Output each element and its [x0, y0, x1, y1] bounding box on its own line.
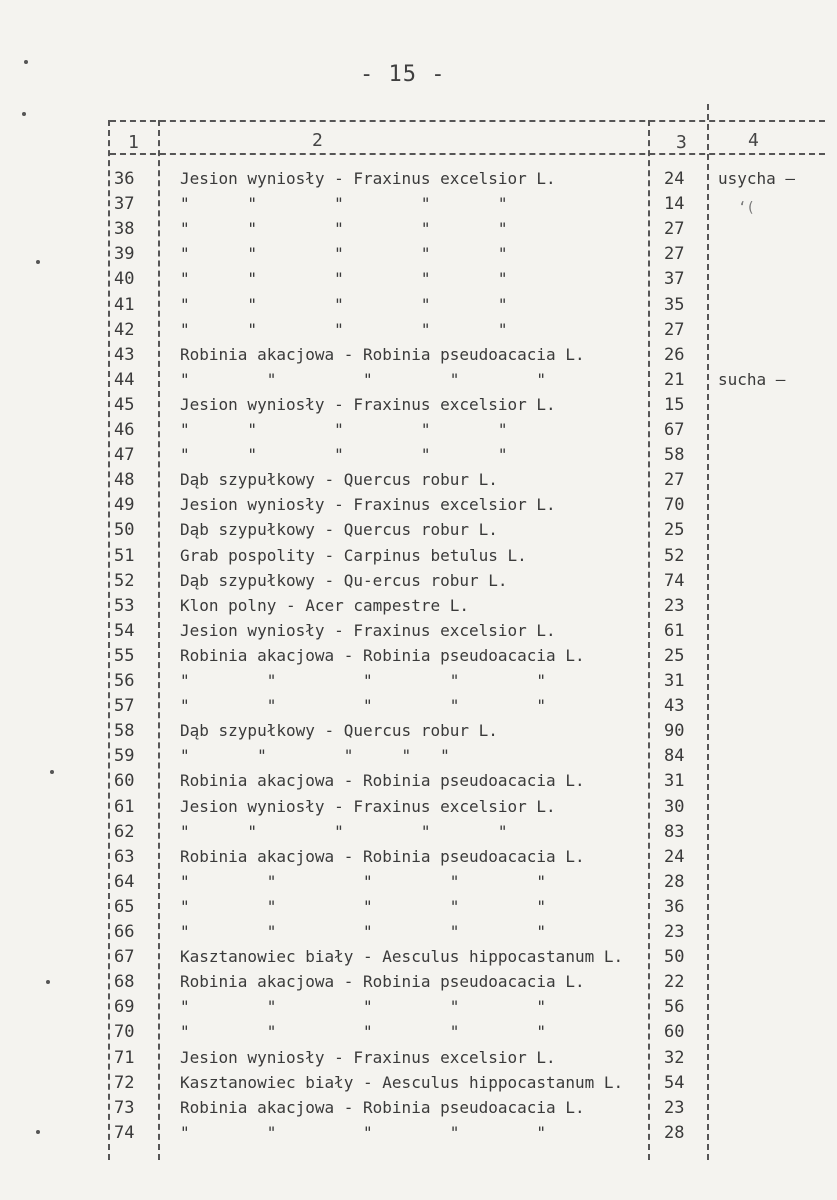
row-number: 51	[114, 545, 135, 566]
row-number: 65	[114, 896, 135, 917]
table-row	[0, 668, 837, 694]
species-name: " " " " "	[180, 1022, 547, 1042]
species-name: Dąb szypułkowy - Quercus robur L.	[180, 721, 498, 741]
row-number: 55	[114, 645, 135, 666]
trunk-value: 56	[664, 997, 685, 1018]
species-name: " " " " "	[180, 269, 508, 289]
table-row	[0, 643, 837, 669]
table-row	[0, 543, 837, 569]
table-row	[0, 618, 837, 644]
row-number: 52	[114, 570, 135, 591]
table-row	[0, 944, 837, 970]
table-row	[0, 819, 837, 845]
table-row	[0, 1070, 837, 1096]
species-name: " " " " "	[180, 219, 508, 239]
species-name: " " " " "	[180, 997, 547, 1017]
column-header-3: 3	[676, 132, 687, 153]
page-number: - 15 -	[360, 62, 446, 87]
trunk-value: 23	[664, 595, 685, 616]
species-name: " " " " "	[180, 896, 547, 916]
species-name: Grab pospolity - Carpinus betulus L.	[180, 545, 527, 565]
trunk-value: 32	[664, 1047, 685, 1068]
species-name: " " " " "	[180, 294, 508, 314]
row-number: 50	[114, 520, 135, 541]
trunk-value: 74	[664, 570, 685, 591]
trunk-value: 27	[664, 319, 685, 340]
species-name: Robinia akacjowa - Robinia pseudoacacia L.	[180, 846, 585, 866]
row-number: 38	[114, 219, 135, 240]
trunk-value: 67	[664, 420, 685, 440]
table-row	[0, 1045, 837, 1071]
row-number: 42	[114, 319, 135, 340]
row-number: 45	[114, 394, 135, 415]
column-header-2: 2	[312, 130, 323, 151]
condition-note: usycha —	[718, 169, 796, 188]
species-name: Robinia akacjowa - Robinia pseudoacacia L.	[180, 771, 585, 791]
species-name: Jesion wyniosły - Fraxinus excelsior L.	[180, 796, 556, 816]
species-name: Jesion wyniosły - Fraxinus excelsior L.	[180, 620, 556, 640]
species-name: Dąb szypułkowy - Quercus robur L.	[180, 520, 498, 540]
row-number: 53	[114, 595, 135, 616]
table-row	[0, 743, 837, 769]
trunk-value: 84	[664, 746, 685, 767]
row-number: 37	[114, 194, 135, 215]
row-number: 62	[114, 821, 135, 842]
species-name: " " " " "	[180, 671, 547, 690]
trunk-value: 24	[664, 846, 685, 867]
row-number: 41	[114, 294, 135, 315]
species-name: Jesion wyniosły - Fraxinus excelsior L.	[180, 169, 556, 188]
trunk-value: 60	[664, 1022, 685, 1043]
row-number: 57	[114, 696, 135, 717]
table-row	[0, 216, 837, 242]
row-number: 39	[114, 244, 135, 265]
row-number: 71	[114, 1047, 135, 1068]
table-row	[0, 994, 837, 1020]
table-row	[0, 969, 837, 995]
trunk-value: 31	[664, 771, 685, 792]
row-number: 48	[114, 470, 135, 491]
trunk-value: 70	[664, 495, 685, 516]
row-number: 44	[114, 369, 135, 390]
row-number: 60	[114, 771, 135, 792]
table-row	[0, 919, 837, 945]
species-name: " " " " "	[180, 194, 508, 214]
column-header-1: 1	[128, 132, 139, 153]
species-name: Dąb szypułkowy - Qu-ercus robur L.	[180, 570, 508, 590]
species-name: Jesion wyniosły - Fraxinus excelsior L.	[180, 1047, 556, 1067]
row-number: 69	[114, 997, 135, 1018]
species-name: " " " " "	[180, 420, 508, 439]
trunk-value: 83	[664, 821, 685, 842]
table-row	[0, 568, 837, 594]
row-number: 47	[114, 445, 135, 466]
table-row	[0, 166, 837, 192]
trunk-value: 35	[664, 294, 685, 315]
row-number: 36	[114, 169, 135, 189]
row-number: 58	[114, 721, 135, 742]
trunk-value: 50	[664, 947, 685, 968]
trunk-value: 90	[664, 721, 685, 742]
table-row	[0, 266, 837, 292]
row-number: 63	[114, 846, 135, 867]
table-row	[0, 693, 837, 719]
row-number: 67	[114, 947, 135, 968]
species-name: Robinia akacjowa - Robinia pseudoacacia L.	[180, 972, 585, 992]
table-row	[0, 1095, 837, 1121]
table-row	[0, 1120, 837, 1146]
species-name: Robinia akacjowa - Robinia pseudoacacia L.	[180, 645, 585, 665]
trunk-value: 30	[664, 796, 685, 817]
table-row	[0, 292, 837, 318]
row-number: 72	[114, 1072, 135, 1093]
row-number: 64	[114, 871, 135, 892]
pencil-mark: ‘(	[738, 200, 755, 216]
table-row	[0, 869, 837, 895]
row-number: 56	[114, 671, 135, 691]
row-number: 54	[114, 620, 135, 641]
table-row	[0, 442, 837, 468]
row-number: 43	[114, 344, 135, 365]
table-row	[0, 894, 837, 920]
table-row	[0, 191, 837, 217]
species-name: Kasztanowiec biały - Aesculus hippocastanum L.	[180, 947, 624, 967]
row-number: 49	[114, 495, 135, 516]
trunk-value: 22	[664, 972, 685, 993]
trunk-value: 58	[664, 445, 685, 466]
row-number: 68	[114, 972, 135, 993]
row-number: 61	[114, 796, 135, 817]
trunk-value: 26	[664, 344, 685, 365]
margin-dot	[24, 60, 28, 64]
table-row	[0, 593, 837, 619]
row-number: 74	[114, 1122, 135, 1143]
column-header-4: 4	[748, 130, 759, 151]
trunk-value: 36	[664, 896, 685, 917]
species-name: Jesion wyniosły - Fraxinus excelsior L.	[180, 394, 556, 414]
table-row	[0, 342, 837, 368]
trunk-value: 25	[664, 645, 685, 666]
trunk-value: 23	[664, 922, 685, 942]
trunk-value: 24	[664, 169, 685, 189]
table-row	[0, 844, 837, 870]
trunk-value: 15	[664, 394, 685, 415]
row-number: 40	[114, 269, 135, 290]
table-row	[0, 417, 837, 443]
table-row	[0, 492, 837, 518]
species-name: Robinia akacjowa - Robinia pseudoacacia L.	[180, 344, 585, 364]
trunk-value: 52	[664, 545, 685, 566]
table-row	[0, 718, 837, 744]
table-row	[0, 794, 837, 820]
trunk-value: 14	[664, 194, 685, 215]
table-row	[0, 1019, 837, 1045]
table-top-rule	[110, 120, 825, 122]
species-name: Jesion wyniosły - Fraxinus excelsior L.	[180, 495, 556, 515]
trunk-value: 27	[664, 244, 685, 265]
table-row	[0, 467, 837, 493]
row-number: 59	[114, 746, 135, 767]
trunk-value: 31	[664, 671, 685, 691]
trunk-value: 21	[664, 369, 685, 390]
species-name: " " " " "	[180, 445, 508, 465]
species-name: " " " " "	[180, 696, 547, 716]
species-name: " " " " "	[180, 821, 508, 841]
table-row	[0, 517, 837, 543]
row-number: 73	[114, 1097, 135, 1118]
species-name: " " " " "	[180, 1122, 547, 1142]
trunk-value: 27	[664, 470, 685, 491]
table-row	[0, 768, 837, 794]
species-name: " " " " "	[180, 319, 508, 339]
trunk-value: 61	[664, 620, 685, 641]
table-row	[0, 367, 837, 393]
species-name: Klon polny - Acer campestre L.	[180, 595, 469, 615]
species-name: " " " " "	[180, 746, 450, 766]
species-name: " " " " "	[180, 871, 547, 891]
trunk-value: 23	[664, 1097, 685, 1118]
species-name: Robinia akacjowa - Robinia pseudoacacia L.	[180, 1097, 585, 1117]
species-name: " " " " "	[180, 244, 508, 264]
row-number: 46	[114, 420, 135, 440]
table-row	[0, 317, 837, 343]
trunk-value: 27	[664, 219, 685, 240]
margin-dot	[22, 112, 26, 116]
condition-note: sucha —	[718, 369, 786, 389]
trunk-value: 54	[664, 1072, 685, 1093]
trunk-value: 25	[664, 520, 685, 541]
header-bottom-rule	[110, 153, 825, 155]
species-name: " " " " "	[180, 369, 547, 389]
trunk-value: 28	[664, 1122, 685, 1143]
table-row	[0, 241, 837, 267]
species-name: Kasztanowiec biały - Aesculus hippocastanum L.	[180, 1072, 624, 1092]
trunk-value: 43	[664, 696, 685, 717]
row-number: 66	[114, 922, 135, 942]
trunk-value: 28	[664, 871, 685, 892]
species-name: " " " " "	[180, 922, 547, 941]
species-name: Dąb szypułkowy - Quercus robur L.	[180, 470, 498, 490]
row-number: 70	[114, 1022, 135, 1043]
trunk-value: 37	[664, 269, 685, 290]
table-row	[0, 392, 837, 418]
